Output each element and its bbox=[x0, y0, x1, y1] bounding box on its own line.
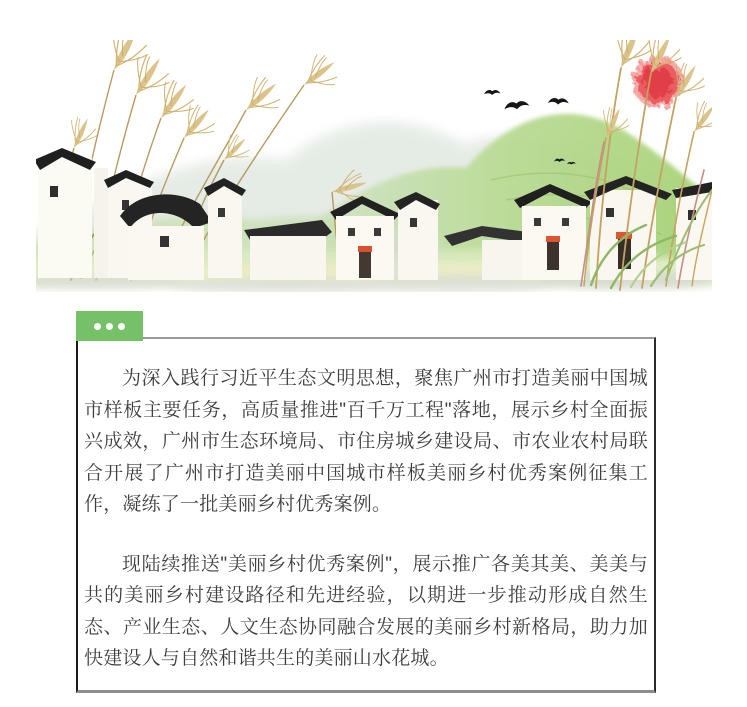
village-illustration[interactable] bbox=[36, 40, 712, 292]
article-paragraph: 现陆续推送"美丽乡村优秀案例"，展示推广各美其美、美美与共的美丽乡村建设路径和先进经验，以期进一步推动形成自然生态、产业生态、人文生态协同融合发展的美丽乡村新格局，助力加快建设人与自然和谐共生的美丽山水花城。 bbox=[84, 553, 648, 669]
dot-icon bbox=[118, 323, 125, 330]
article-paragraph: 为深入践行习近平生态文明思想，聚焦广州市打造美丽中国城市样板主要任务，高质量推进"百千万工程"落地，展示乡村全面振兴成效，广州市生态环境局、市住房城乡建设局、市农业农村局联合开展了广州市打造美丽中国城市样板美丽乡村优秀案例征集工作，凝练了一批美丽乡村优秀案例。 bbox=[84, 368, 648, 515]
section-dots-tab bbox=[76, 311, 143, 341]
article-text-box bbox=[76, 337, 656, 693]
dot-icon bbox=[94, 323, 101, 330]
dot-icon bbox=[106, 323, 113, 330]
